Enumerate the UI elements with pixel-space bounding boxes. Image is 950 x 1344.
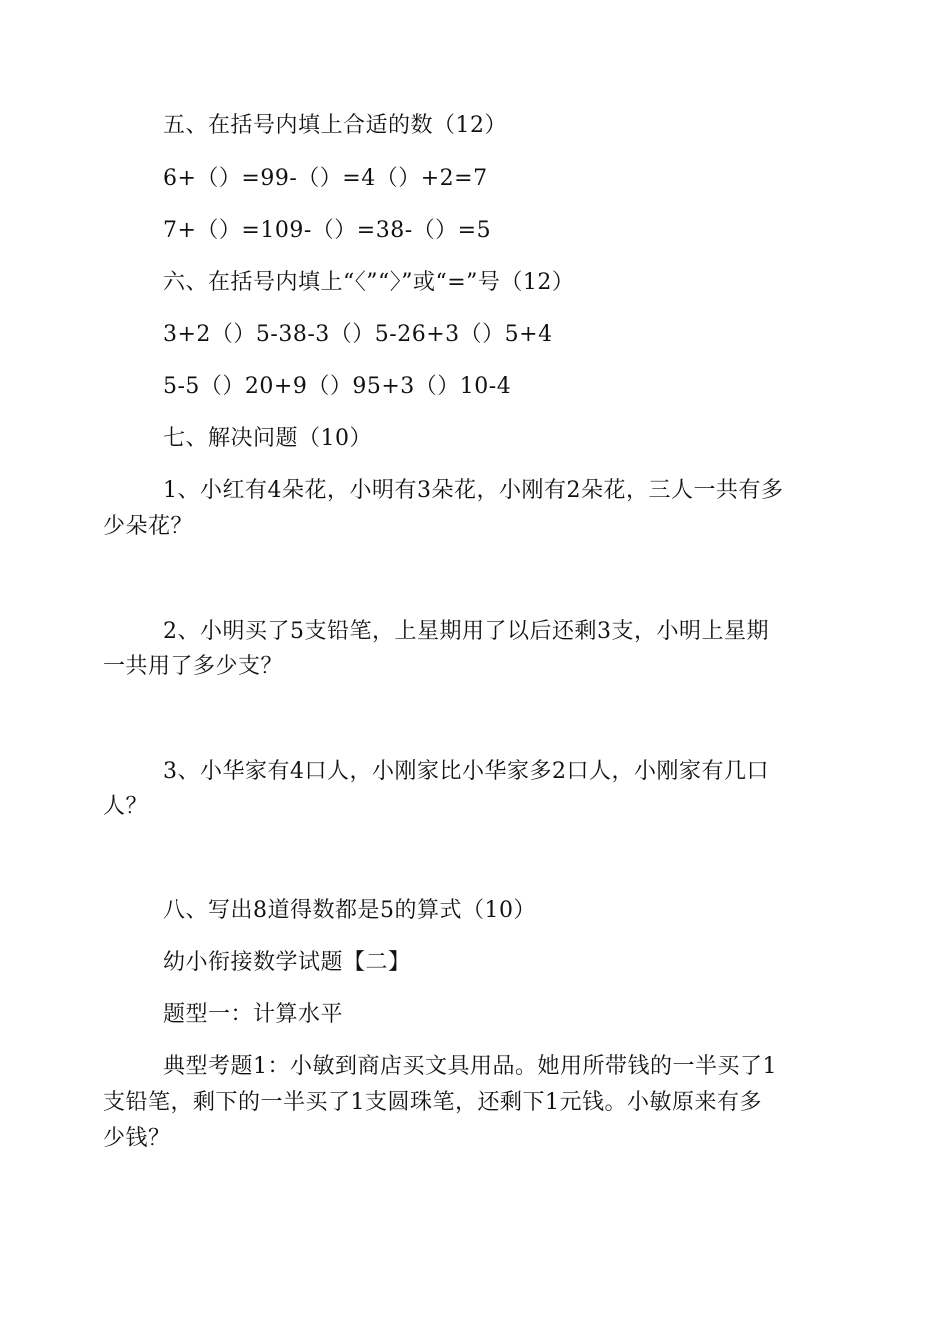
problem-1-line-2: 少朵花？ bbox=[103, 514, 194, 539]
problem-2-line-1: 2、小明买了5支铅笔，上星期用了以后还剩3支，小明上星期 bbox=[163, 619, 769, 644]
problem-2-line-2: 一共用了多少支？ bbox=[103, 654, 284, 679]
problem-3-line-1: 3、小华家有4口人，小刚家比小华家多2口人，小刚家有几口 bbox=[163, 759, 769, 784]
example-problem-line-3: 少钱？ bbox=[103, 1126, 171, 1151]
section-5-row-2: 7+（）=109-（）=38-（）=5 bbox=[163, 218, 492, 243]
question-type-heading: 题型一：计算水平 bbox=[163, 1002, 344, 1027]
test-title: 幼小衔接数学试题【二】 bbox=[163, 950, 411, 975]
problem-1-line-1: 1、小红有4朵花，小明有3朵花，小刚有2朵花，三人一共有多 bbox=[163, 478, 784, 503]
section-6-row-2: 5-5（）20+9（）95+3（）10-4 bbox=[163, 374, 512, 399]
example-problem-line-1: 典型考题1：小敏到商店买文具用品。她用所带钱的一半买了1 bbox=[163, 1054, 777, 1079]
section-5-row-1: 6+（）=99-（）=4（）+2=7 bbox=[163, 166, 488, 191]
section-6-row-1: 3+2（）5-38-3（）5-26+3（）5+4 bbox=[163, 322, 553, 347]
example-problem-line-2: 支铅笔，剩下的一半买了1支圆珠笔，还剩下1元钱。小敏原来有多 bbox=[103, 1090, 762, 1115]
section-8-heading: 八、写出8道得数都是5的算式（10） bbox=[163, 898, 536, 923]
section-6-heading: 六、在括号内填上“〈”“〉”或“=”号（12） bbox=[163, 270, 575, 295]
section-7-heading: 七、解决问题（10） bbox=[163, 426, 372, 451]
section-5-heading: 五、在括号内填上合适的数（12） bbox=[163, 113, 507, 138]
problem-3-line-2: 人？ bbox=[103, 794, 149, 819]
